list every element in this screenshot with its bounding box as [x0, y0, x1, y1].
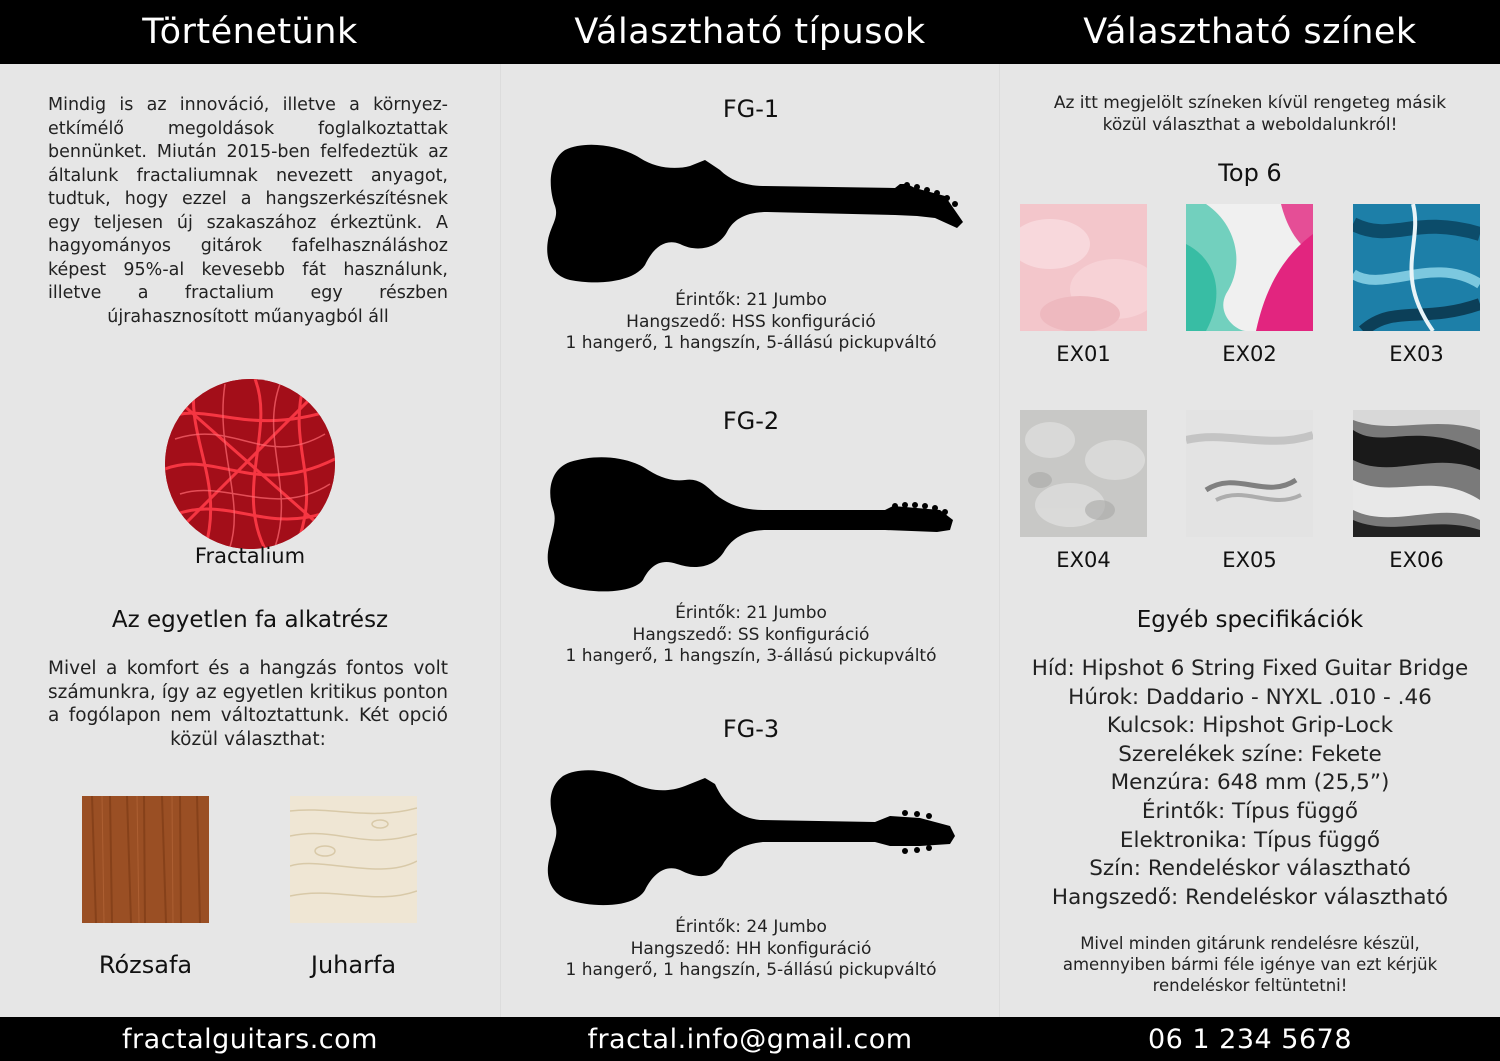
footer-bar	[0, 1017, 1500, 1061]
guitar-fg2-specs	[501, 603, 1001, 668]
fractalium-caption: Fractalium	[194, 544, 306, 568]
wood-heading: Az egyetlen fa alkatrész	[111, 607, 389, 633]
spec-bridge: Híd: Hipshot 6 String Fixed Guitar Bridge	[1031, 656, 1469, 681]
specs-heading: Egyéb specifikációk	[1136, 607, 1364, 633]
swatch-ex05[interactable]	[1186, 410, 1313, 537]
header-story-title: Történetünk	[142, 12, 358, 52]
spec-strings: Húrok: Daddario - NYXL .010 - .46	[1068, 684, 1432, 710]
types-column	[500, 64, 1000, 1017]
swatch-ex03[interactable]	[1353, 204, 1480, 331]
header-types-title: Választható típusok	[574, 12, 926, 52]
header-colors-title: Választható színek	[1083, 12, 1417, 52]
swatch-ex05-label: EX05	[1222, 548, 1277, 572]
guitar-fg2-controls: 1 hangerő, 1 hangszín, 3-állású pickupváltó	[565, 646, 937, 666]
guitar-fg1-title: FG-1	[722, 95, 780, 123]
spec-frets: Érintők: Típus függő	[1141, 798, 1359, 824]
guitar-fg3-controls: 1 hangerő, 1 hangszín, 5-állású pickupváltó	[565, 960, 937, 980]
swatch-ex01[interactable]	[1020, 204, 1147, 331]
story-text: Mindig is az innováció, illetve a környezetkímélő megoldások foglalkoztattak bennünket. Miután 2015-ben felfedeztük az általunk fractaliumnak nevezett anyagot, tudtuk, hogy ezzel a hangszerkészítésnek egy teljesen új szakaszához érkeztünk. A hagyományos gitárok fafelhasználáshoz képest 95%-al kevesebb fát használunk, illetve a fractalium egy részben újrahasznosított műanyagból áll	[48, 95, 448, 327]
swatch-ex02[interactable]	[1186, 204, 1313, 331]
top6-heading: Top 6	[1218, 159, 1282, 187]
guitar-fg2-silhouette	[545, 454, 960, 598]
footer-website-link[interactable]: fractalguitars.com	[122, 1023, 378, 1055]
footer-phone[interactable]: 06 1 234 5678	[1147, 1023, 1353, 1055]
guitar-fg2-frets: Érintők: 21 Jumbo	[675, 603, 827, 623]
footer-email-link[interactable]: fractal.info@gmail.com	[587, 1023, 913, 1055]
guitar-fg3-frets: Érintők: 24 Jumbo	[675, 917, 827, 937]
spec-hardware-color: Szerelékek színe: Fekete	[1118, 741, 1382, 767]
header-bar	[0, 0, 1500, 64]
guitar-fg1-controls: 1 hangerő, 1 hangszín, 5-állású pickupváltó	[565, 333, 937, 353]
spec-scale: Menzúra: 648 mm (25,5”)	[1110, 770, 1390, 796]
guitar-fg1-silhouette	[545, 140, 970, 289]
swatch-ex06[interactable]	[1353, 410, 1480, 537]
rosewood-label: Rózsafa	[98, 951, 193, 979]
guitar-fg3-silhouette	[545, 766, 960, 910]
guitar-fg1-frets: Érintők: 21 Jumbo	[675, 290, 827, 310]
swatch-ex04-label: EX04	[1056, 548, 1111, 572]
spec-pickups: Hangszedő: Rendeléskor választható	[1051, 884, 1449, 910]
colors-intro: Az itt megjelölt színeken kívül rengeteg másik közül választhat a weboldalunkról!	[1053, 93, 1447, 135]
colors-column	[1000, 64, 1500, 1017]
guitar-fg3-pickups: Hangszedő: HH konfiguráció	[630, 938, 872, 959]
guitar-fg3-title: FG-3	[722, 715, 780, 743]
fractalium-image	[165, 379, 335, 549]
guitar-fg1-specs	[501, 290, 1001, 355]
guitar-fg2-title: FG-2	[722, 407, 780, 435]
swatch-ex01-label: EX01	[1056, 342, 1111, 366]
guitar-fg1-pickups: Hangszedő: HSS konfiguráció	[626, 311, 876, 332]
story-column	[0, 64, 500, 1017]
swatch-ex03-label: EX03	[1389, 342, 1444, 366]
maple-swatch	[290, 796, 417, 923]
maple-label: Juharfa	[310, 951, 397, 979]
spec-color: Szín: Rendeléskor választható	[1089, 856, 1411, 882]
guitar-fg3-specs	[501, 917, 1001, 982]
swatch-ex02-label: EX02	[1222, 342, 1277, 366]
spec-electronics: Elektronika: Típus függő	[1119, 827, 1381, 853]
spec-tuners: Kulcsok: Hipshot Grip-Lock	[1106, 713, 1394, 739]
order-note: Mivel minden gitárunk rendelésre készül, amennyiben bármi féle igénye van ezt kérjük rendeléskor feltüntetni!	[1062, 934, 1438, 995]
swatch-ex06-label: EX06	[1389, 548, 1444, 572]
swatch-ex04[interactable]	[1020, 410, 1147, 537]
specs-list	[1000, 655, 1500, 912]
rosewood-swatch	[82, 796, 209, 923]
guitar-fg2-pickups: Hangszedő: SS konfiguráció	[632, 624, 870, 645]
wood-text: Mivel a komfort és a hangzás fontos volt számunkra, így az egyetlen kritikus ponton a fogólapon nem változtattunk. Két opció közül választhat:	[48, 658, 448, 750]
